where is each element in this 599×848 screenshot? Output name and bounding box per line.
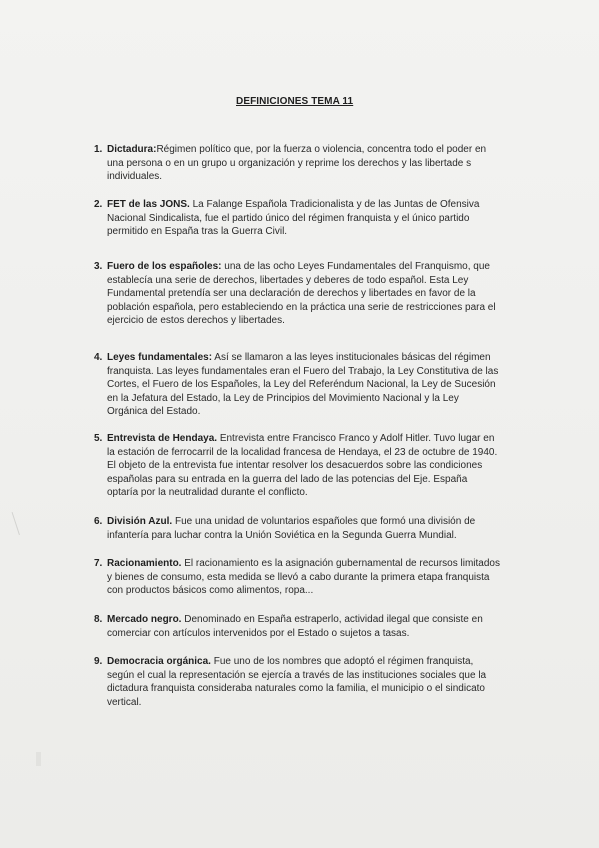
definition-number: 1. [94, 144, 103, 155]
definition-text: El racionamiento es la asignación gubernamental de recursos limitados y bienes de consumo, esta medida se llevó a cabo durante la primera etapa franquista con productos básicos como alimentos, ropa... [107, 558, 500, 597]
definition-body [107, 143, 500, 184]
definition-body [107, 557, 500, 598]
definition-text: Fue una unidad de voluntarios españoles que formó una división de infantería para luchar contra la Unión Soviética en la Segunda Guerra Mundial. [107, 516, 476, 541]
definition-term: Leyes fundamentales: [107, 352, 213, 363]
definition-text: Así se llamaron a las leyes institucionales básicas del régimen franquista. Las leyes fundamentales eran el Fuero del Trabajo, la Ley Constitutiva de las Cortes, el Fuero de los Españoles, la Ley del Referéndum Nacional, la Ley de Sucesión en la Jefatura del Estado, la Ley de Principios del Movimiento Nacional y la Ley Orgánica del Estado. [107, 352, 499, 418]
definition-body [107, 655, 500, 709]
margin-pen-mark [12, 509, 30, 535]
definition-number: 9. [94, 656, 103, 667]
definition-term: FET de las JONS. [107, 199, 190, 210]
definition-number: 5. [94, 433, 103, 444]
definition-text: Fue uno de los nombres que adoptó el régimen franquista, según el cual la representación se ejercía a través de las instituciones sociales que la dictadura franquista consideraba naturales como la familia, el municipio o el sindicato vertical. [107, 656, 487, 708]
definition-number: 7. [94, 558, 103, 569]
definition-term: Fuero de los españoles: [107, 261, 222, 272]
definition-term: Mercado negro. [107, 614, 182, 625]
definition-term: Dictadura: [107, 144, 157, 155]
definition-number: 2. [94, 199, 103, 210]
definition-body [107, 515, 500, 542]
definition-number: 4. [94, 352, 103, 363]
definition-text: La Falange Española Tradicionalista y de las Juntas de Ofensiva Nacional Sindicalista, fue el partido único del régimen franquista y el único partido permitido en España tras la Guerra Civil. [107, 199, 480, 238]
definition-text: Entrevista entre Francisco Franco y Adolf Hitler. Tuvo lugar en la estación de ferrocarril de la localidad francesa de Hendaya, el 23 de octubre de 1940. El objeto de la entrevista fue intentar resolver los desacuerdos sobre las condiciones españolas para su entrada en la guerra del lado de las potencias del Eje. España optaría por la neutralidad durante el conflicto. [107, 433, 498, 499]
definition-body [107, 351, 500, 419]
definition-text: una de las ocho Leyes Fundamentales del Franquismo, que establecía una serie de derechos, libertades y deberes de todo español. Esta Ley Fundamental pretendía ser una declaración de derechos y libertades en favor de la población española, pero estableciendo en la práctica una serie de restricciones para el ejercicio de estos derechos y libertades. [107, 261, 496, 327]
definition-body [107, 260, 500, 328]
definition-body [107, 613, 500, 640]
definition-number: 6. [94, 516, 103, 527]
definition-term: Entrevista de Hendaya. [107, 433, 218, 444]
definition-text: Denominado en España estraperlo, actividad ilegal que consiste en comerciar con artículos intervenidos por el Estado o sujetos a tasas. [107, 614, 483, 639]
definition-body [107, 198, 500, 239]
definition-term: Racionamiento. [107, 558, 182, 569]
page-title: DEFINICIONES TEMA 11 [236, 96, 354, 107]
definition-term: División Azul. [107, 516, 173, 527]
definition-number: 8. [94, 614, 103, 625]
definition-term: Democracia orgánica. [107, 656, 211, 667]
scan-mark [36, 752, 41, 766]
definition-body [107, 432, 500, 500]
definition-text: Régimen político que, por la fuerza o violencia, concentra todo el poder en una persona o en un grupo u organización y reprime los derechos y las libertade s individuales. [107, 144, 487, 183]
definition-number: 3. [94, 261, 103, 272]
